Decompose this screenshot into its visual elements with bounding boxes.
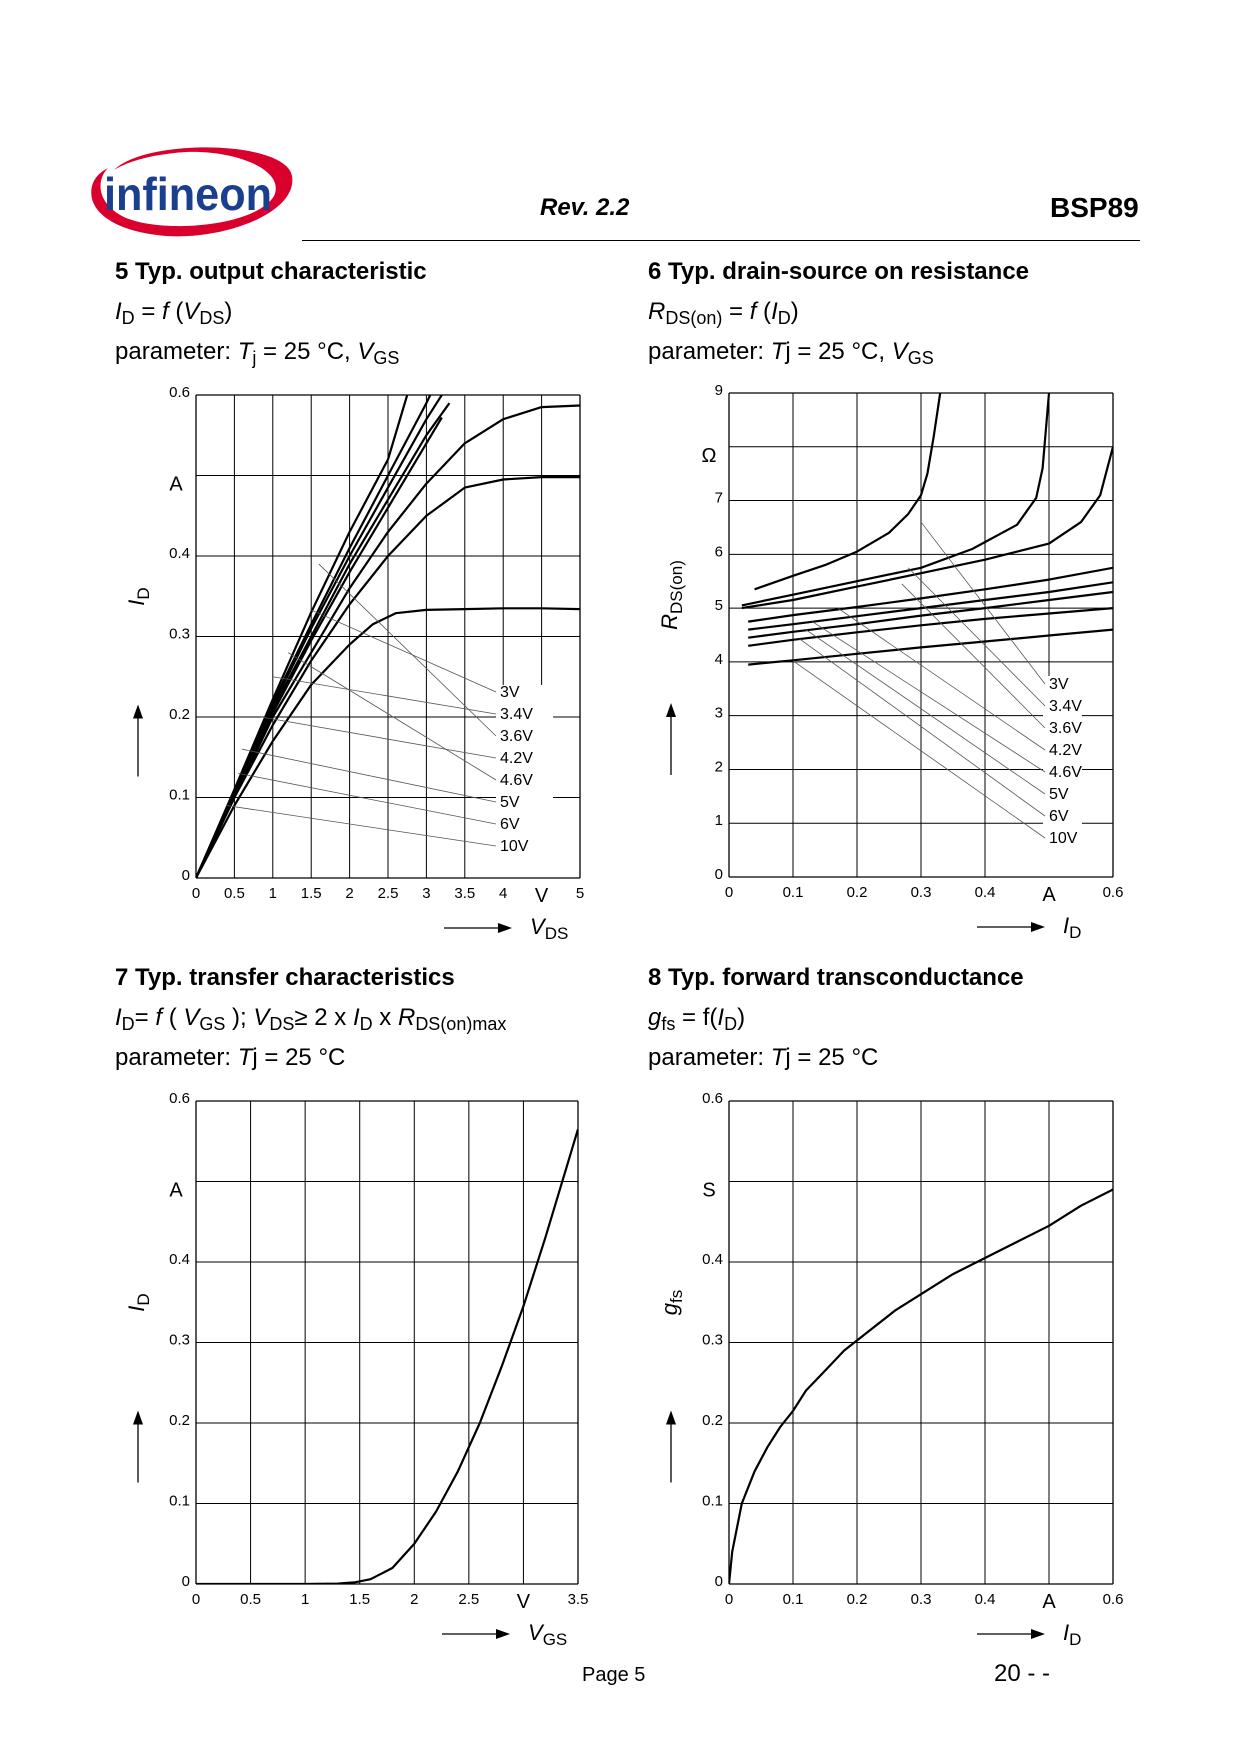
x-unit-label: A — [1042, 884, 1056, 906]
y-tick-label: 7 — [714, 489, 723, 507]
x-tick-label: 0.4 — [974, 1591, 996, 1608]
x-tick-label: 0.3 — [910, 884, 932, 901]
legend-leader-line — [812, 622, 1045, 772]
panel-6-title: 6 Typ. drain-source on resistance — [648, 258, 1030, 285]
x-axis-title-sub: D — [1069, 923, 1082, 942]
y-tick-label: 3 — [714, 704, 723, 722]
legend-label: 4.6V — [1049, 764, 1082, 781]
panel-6-parameter: parameter: Tj = 25 °C, $V_{GS}$ — [648, 338, 934, 368]
y-tick-label: 4 — [714, 650, 723, 668]
y-tick-label: 2 — [714, 758, 723, 776]
legend-label: 4.6V — [500, 772, 533, 789]
y-axis-arrowhead — [133, 1411, 143, 1425]
x-tick-label: 0 — [191, 885, 201, 902]
chart-3 — [657, 1090, 1123, 1649]
x-tick-label: 5 — [575, 885, 585, 902]
x-axis-title: $I_D$ — [1063, 1620, 1082, 1649]
y-tick-label: 0.1 — [702, 1492, 723, 1510]
y-tick-label: 9 — [714, 382, 723, 399]
x-tick-label: 1 — [268, 885, 277, 902]
y-tick-label: 0.3 — [169, 625, 190, 643]
panel-7-formula: $I_D= f$ ( $V_{GS}$ ); $V_{DS}\ge 2$ x $I_D$ x $R_{DS(on)max}$ — [115, 1004, 507, 1034]
y-axis-title: $R_{DS(on)}$ — [657, 560, 686, 630]
y-unit-label: S — [702, 1179, 716, 1202]
x-tick-label: 3 — [422, 885, 431, 902]
y-tick-label: 0 — [714, 1573, 723, 1590]
x-axis-arrowhead — [496, 1629, 510, 1639]
y-tick-label: 0.6 — [169, 384, 190, 401]
x-tick-label: 0 — [724, 1591, 734, 1608]
x-axis-title-sub: GS — [542, 1630, 568, 1649]
x-tick-label: 0.2 — [846, 884, 868, 901]
legend-label: 3.6V — [500, 728, 533, 745]
x-tick-label: 2 — [410, 1591, 419, 1608]
y-tick-label: 0.1 — [169, 1492, 190, 1510]
legend-label: 3V — [500, 684, 520, 701]
x-tick-label: 0.6 — [1102, 1591, 1124, 1608]
legend-label: 3.4V — [1049, 698, 1082, 715]
x-tick-label: 1 — [300, 1591, 310, 1608]
x-tick-label: 1.5 — [300, 885, 322, 902]
x-tick-label: 0.2 — [846, 1591, 868, 1608]
y-unit-label: A — [169, 1179, 183, 1202]
legend-leader-line — [261, 717, 496, 758]
x-tick-label: 4 — [499, 885, 508, 902]
legend-leader-line — [227, 806, 496, 846]
x-tick-label: 1.5 — [349, 1591, 371, 1608]
x-tick-label: 0.4 — [974, 884, 996, 901]
y-axis-title: $I_D$ — [124, 1293, 153, 1312]
x-tick-label: 3.5 — [454, 885, 476, 902]
y-tick-label: 0.2 — [702, 1412, 723, 1429]
x-unit-label: V — [534, 885, 549, 907]
y-axis-title: $g_{fs}$ — [657, 1289, 686, 1316]
panel-8-title: 8 Typ. forward transconductance — [648, 964, 1024, 991]
legend-leader-line — [838, 608, 1045, 750]
y-axis-arrowhead — [133, 705, 143, 719]
panel-6-formula: $R_{DS(on)} = f$ $(I_D)$ — [648, 298, 799, 328]
legend-leader-line — [238, 773, 496, 824]
y-axis-arrowhead — [666, 703, 676, 717]
logo-wordmark: infineon — [104, 168, 272, 220]
x-tick-label: 0.6 — [1102, 884, 1124, 901]
y-tick-label: 0.6 — [169, 1090, 190, 1107]
panel-7-title: 7 Typ. transfer characteristics — [115, 964, 455, 991]
series-line-4.6V — [748, 582, 1113, 629]
panel-7-parameter: parameter: Tj = 25 °C — [115, 1044, 346, 1071]
panel-8-formula: $g_{fs} = f(I_D)$ — [648, 1004, 746, 1034]
panel-8-parameter: parameter: Tj = 25 °C — [648, 1044, 879, 1071]
legend-label: 6V — [1049, 808, 1069, 825]
panel-5-formula: $I_D = f$ $(V_{DS})$ — [115, 298, 233, 328]
x-tick-label: 0.1 — [782, 1591, 804, 1608]
legend-label: 5V — [1049, 786, 1069, 803]
legend-label: 4.2V — [1049, 742, 1082, 759]
legend-label: 3V — [1049, 676, 1069, 693]
y-tick-label: 0.2 — [169, 706, 190, 723]
y-axis-title-sub: DS(on) — [667, 560, 686, 614]
y-unit-label: Ω — [701, 444, 717, 467]
x-tick-label: 2.5 — [458, 1591, 480, 1608]
x-tick-label: 2 — [345, 885, 354, 902]
legend-label: 4.2V — [500, 750, 533, 767]
x-axis-arrowhead — [1031, 922, 1045, 932]
y-tick-label: 0.6 — [702, 1090, 723, 1107]
y-tick-label: 0.2 — [169, 1412, 190, 1429]
page-number: Page 5 — [582, 1664, 646, 1686]
y-tick-label: 0 — [181, 1573, 190, 1590]
part-number: BSP89 — [1050, 192, 1139, 223]
legend-leader-line — [793, 661, 1045, 838]
y-axis-title-sub: D — [134, 587, 153, 600]
y-tick-label: 5 — [714, 597, 723, 615]
y-unit-label: A — [169, 473, 183, 496]
y-axis-title-sub: fs — [667, 1289, 686, 1303]
x-axis-title: $V_{GS}$ — [528, 1620, 568, 1649]
y-tick-label: 6 — [714, 543, 723, 561]
legend-label: 10V — [1049, 830, 1078, 847]
y-axis-title: $I_D$ — [124, 587, 153, 606]
revision-label: Rev. 2.2 — [540, 194, 630, 221]
x-tick-label: 2.5 — [377, 885, 399, 902]
y-tick-label: 0 — [714, 866, 723, 883]
legend-leader-line — [273, 677, 496, 714]
x-axis-title-sub: DS — [544, 924, 569, 943]
chart-0 — [124, 384, 584, 943]
x-unit-label: A — [1042, 1591, 1056, 1613]
y-tick-label: 0.3 — [702, 1331, 723, 1349]
legend-label: 10V — [500, 838, 529, 855]
x-axis-title: $V_{DS}$ — [530, 914, 569, 943]
x-unit-label: V — [516, 1591, 531, 1613]
series-line-3.4V — [742, 393, 1049, 605]
x-tick-label: 0 — [724, 884, 734, 901]
y-tick-label: 1 — [714, 812, 723, 830]
x-tick-label: 0 — [191, 1591, 201, 1608]
x-tick-label: 0.3 — [910, 1591, 932, 1608]
x-tick-label: 0.5 — [240, 1591, 262, 1608]
y-tick-label: 0 — [181, 867, 190, 884]
legend-label: 6V — [500, 816, 520, 833]
chart-2 — [124, 1090, 588, 1649]
footer-date: 20 - - — [994, 1660, 1051, 1687]
legend-leader-line — [799, 639, 1045, 816]
legend-label: 3.4V — [500, 706, 533, 723]
y-tick-label: 0.4 — [169, 545, 190, 562]
x-tick-label: 0.1 — [782, 884, 804, 901]
y-tick-label: 0.4 — [169, 1251, 190, 1268]
legend-leader-line — [311, 610, 496, 692]
x-tick-label: 0.5 — [223, 885, 245, 902]
panel-5-title: 5 Typ. output characteristic — [115, 258, 427, 285]
series-line-10V — [748, 630, 1113, 665]
y-tick-label: 0.1 — [169, 786, 190, 804]
panel-5-parameter: parameter: $T_j = 25$ °C, $V_{GS}$ — [115, 338, 400, 368]
series-line-3V — [755, 393, 941, 589]
y-tick-label: 0.4 — [702, 1251, 723, 1268]
series-line-ID — [196, 1129, 578, 1584]
x-axis-title: $I_D$ — [1063, 913, 1082, 942]
legend-label: 5V — [500, 794, 520, 811]
y-tick-label: 0.3 — [169, 1331, 190, 1349]
x-axis-arrowhead — [498, 923, 512, 933]
x-axis-arrowhead — [1031, 1629, 1045, 1639]
y-axis-title-sub: D — [134, 1293, 153, 1306]
x-axis-title-sub: D — [1069, 1630, 1082, 1649]
y-axis-arrowhead — [666, 1411, 676, 1425]
chart-1 — [657, 382, 1123, 942]
legend-label: 3.6V — [1049, 720, 1082, 737]
x-tick-label: 3.5 — [567, 1591, 589, 1608]
